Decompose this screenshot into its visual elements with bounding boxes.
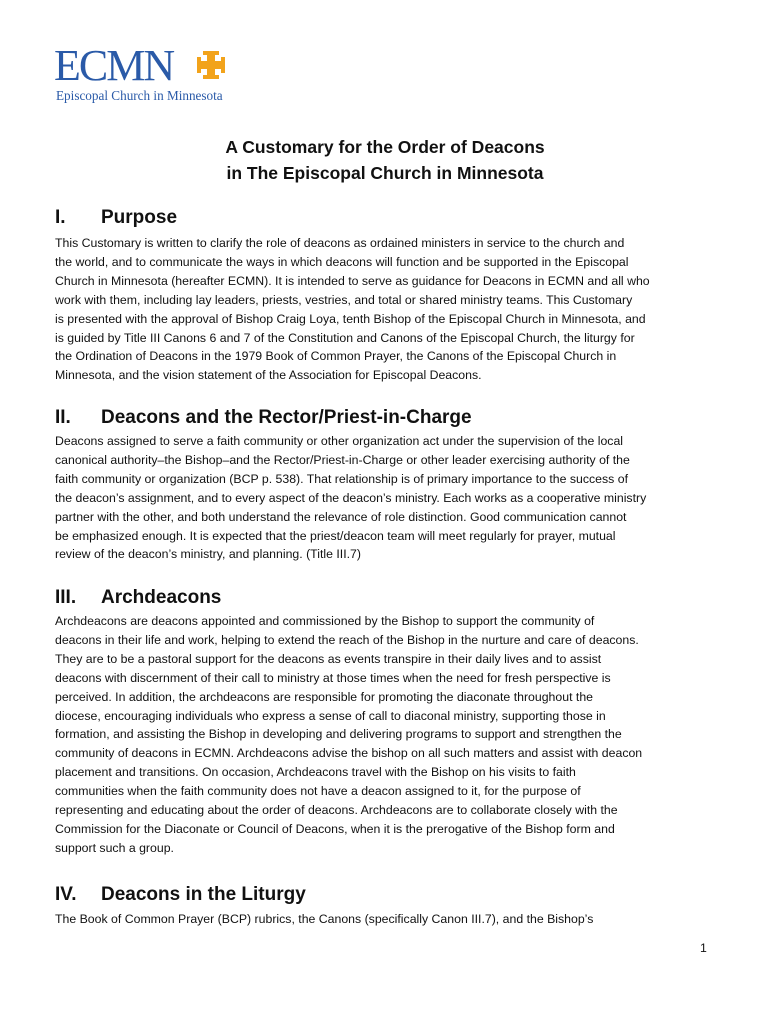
body-line: placement and transitions. On occasion, Archdeacons travel with the Bishop on his visits to faith [55, 765, 576, 780]
body-line: perceived. In addition, the archdeacons are responsible for promoting the diaconate throughout the [55, 689, 594, 704]
document-title [0, 134, 770, 186]
body-line: formation, and assisting the Bishop in developing and delivering programs to support and strengthen the [55, 727, 622, 742]
page-number: 1 [700, 941, 707, 955]
body-line: They are to be a pastoral support for the deacons as events transpire in their daily lives and to assist [55, 651, 602, 666]
section-number: III. [55, 587, 77, 608]
section-heading [55, 207, 177, 229]
body-line: Commission for the Diaconate or Council of Deacons, when it is the prerogative of the Bishop form and [55, 821, 615, 836]
body-line: canonical authority–the Bishop–and the Rector/Priest-in-Charge or other leader exercising authority of the [55, 452, 630, 467]
section-heading [55, 407, 472, 429]
body-line: This Customary is written to clarify the role of deacons as ordained ministers in service to the church and [55, 236, 625, 250]
cross-icon [196, 50, 226, 80]
section-number: IV. [55, 884, 77, 905]
section-body [55, 910, 593, 929]
body-line: deacons in their life and work, helping to extend the reach of the Bishop in the nurture and care of deacons. [55, 632, 639, 647]
body-line: faith community or organization (BCP p. 538). That relationship is of primary importance to the success of [55, 471, 628, 486]
section-title: Purpose [101, 207, 178, 228]
body-line: communities when the faith community does not have a deacon assigned to it, for the purpose of [55, 784, 581, 799]
body-line: is guided by Title III Canons 6 and 7 of the Constitution and Canons of the Episcopal Church, the liturgy for [55, 330, 635, 345]
ecmn-logo [54, 41, 254, 106]
body-line: the Ordination of Deacons in the 1979 Book of Common Prayer, the Canons of the Episcopal Church in [55, 349, 617, 364]
body-line: the deacon’s assignment, and to every aspect of the deacon’s ministry. Each works as a cooperative ministry [55, 490, 647, 505]
section-number: II. [55, 407, 71, 428]
logo-subtitle: Episcopal Church in Minnesota [56, 88, 223, 103]
section-title: Deacons in the Liturgy [101, 884, 306, 905]
body-line: deacons with discernment of their call to ministry at those times when the need for fresh perspective is [55, 670, 611, 685]
body-line: Church in Minnesota (hereafter ECMN). It is intended to serve as guidance for Deacons in ECMN and all who [55, 273, 650, 288]
section-title: Deacons and the Rector/Priest-in-Charge [101, 407, 472, 428]
body-line: partner with the other, and both understand the relevance of role distinction. Good communication cannot [55, 509, 627, 524]
title-line: in The Episcopal Church in Minnesota [226, 163, 544, 183]
body-line: community of deacons in ECMN. Archdeacons advise the bishop on all such matters and assist with deacon [55, 746, 643, 761]
body-line: the world, and to communicate the ways in which deacons will function and be supported in the Episcopal [55, 254, 629, 269]
body-line: The Book of Common Prayer (BCP) rubrics, the Canons (specifically Canon III.7), and the Bishop’s [55, 912, 594, 926]
body-line: support such a group. [55, 840, 174, 855]
body-line: representing and educating about the order of deacons. Archdeacons are to collaborate closely with the [55, 803, 618, 818]
section-heading [55, 884, 306, 906]
body-line: review of the deacon’s ministry, and planning. (Title III.7) [55, 547, 361, 562]
section-body [55, 234, 650, 385]
body-line: Minnesota, and the vision statement of the Association for Episcopal Deacons. [55, 368, 482, 383]
section-title: Archdeacons [101, 587, 222, 608]
body-line: is presented with the approval of Bishop Craig Loya, tenth Bishop of the Episcopal Church in Minnesota, and [55, 311, 646, 326]
section-body [55, 432, 646, 564]
body-line: Deacons assigned to serve a faith community or other organization act under the supervision of the local [55, 434, 624, 448]
body-line: work with them, including lay leaders, priests, vestries, and total or shared ministry teams. This Customary [55, 292, 633, 307]
title-line: A Customary for the Order of Deacons [225, 137, 545, 157]
section-body [55, 612, 642, 858]
logo-wordmark: ECMN [54, 41, 174, 90]
body-line: diocese, encouraging individuals who express a sense of call to diaconal ministry, supporting those in [55, 708, 606, 723]
section-heading [55, 587, 221, 609]
body-line: Archdeacons are deacons appointed and commissioned by the Bishop to support the community of [55, 614, 595, 628]
body-line: be emphasized enough. It is expected that the priest/deacon team will meet regularly for prayer, mutual [55, 528, 616, 543]
section-number: I. [55, 207, 66, 228]
